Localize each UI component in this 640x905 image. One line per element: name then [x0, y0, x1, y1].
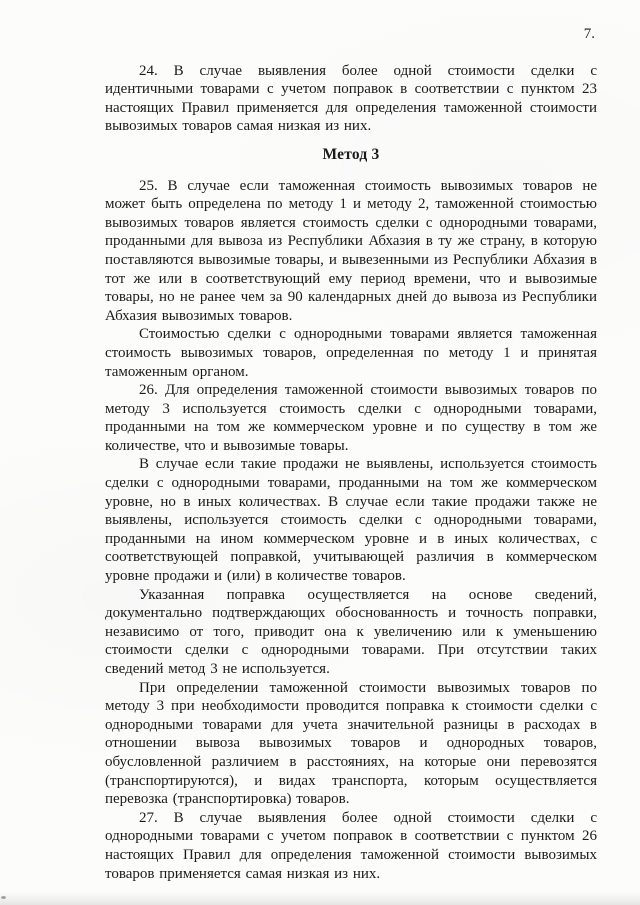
- paragraph-point-26-adjustment: Указанная поправка осуществляется на основе сведений, документально подтверждающих обоснованность и точность поправки, независимо от того, приводит она к увеличению или к уменьшению стоимости сделки с однородными товарами. При отсутствии таких сведений метод 3 не используется.: [105, 586, 597, 677]
- paragraph-point-24: 24. В случае выявления более одной стоимости сделки с идентичными товарами с учетом поправок в соответствии с пунктом 23 настоящих Правил применяется для определения таможенной стоимости вывозимых товаров самая низкая из них.: [105, 62, 597, 135]
- scan-speck: [1, 896, 6, 899]
- scan-bottom-edge-shadow: [0, 891, 640, 905]
- paragraph-point-25: 25. В случае если таможенная стоимость вывозимых товаров не может быть определена по методу 1 и методу 2, таможенной стоимостью вывозимых товаров является стоимость сделки с однородными товарами, проданными для вывоза из Республики Абхазия в ту же страну, в которую поставляются вывозимые товары, и вывезенными из Республики Абхазия в тот же или в соответствующий ему период времени, что и вывозимые товары, но не ранее чем за 90 календарных дней до вывоза из Республики Абхазия вывозимых товаров.: [105, 177, 597, 324]
- paragraph-point-26-sales-not-found: В случае если такие продажи не выявлены, используется стоимость сделки с однородными товарами, проданными на том же коммерческом уровне, но в иных количествах. В случае если такие продажи также не выявлены, используется стоимость сделки с однородными товарами, проданными на ином коммерческом уровне и в иных количествах, с соответствующей поправкой, учитывающей различия в коммерческом уровне продажи и (или) в количестве товаров.: [105, 456, 597, 585]
- paragraph-point-27: 27. В случае выявления более одной стоимости сделки с однородными товарами с учетом поправок в соответствии с пунктом 26 настоящих Правил для определения таможенной стоимости вывозимых товаров применяется самая низкая из них.: [105, 809, 597, 882]
- paragraph-point-25-continuation: Стоимостью сделки с однородными товарами является таможенная стоимость вывозимых товаров, определенная по методу 1 и принятая таможенным органом.: [105, 326, 597, 380]
- paragraph-point-26-transport-adjustment: При определении таможенной стоимости вывозимых товаров по методу 3 при необходимости проводится поправка к стоимости сделки с однородными товарами для учета значительной разницы в расходах в отношении вывоза вывозимых товаров и однородных товаров, обусловленной различием в расстояниях, на которые они перевозятся (транспортируются), и видах транспорта, которым осуществляется перевозка (транспортировка) товаров.: [105, 679, 597, 808]
- page-number: 7.: [583, 26, 595, 42]
- heading-method-3: Метод 3: [322, 145, 380, 163]
- paragraph-point-26: 26. Для определения таможенной стоимости вывозимых товаров по методу 3 используется стоимость сделки с однородными товарами, проданными на том же коммерческом уровне и по существу в том же количестве, что и вывозимые товары.: [105, 382, 597, 454]
